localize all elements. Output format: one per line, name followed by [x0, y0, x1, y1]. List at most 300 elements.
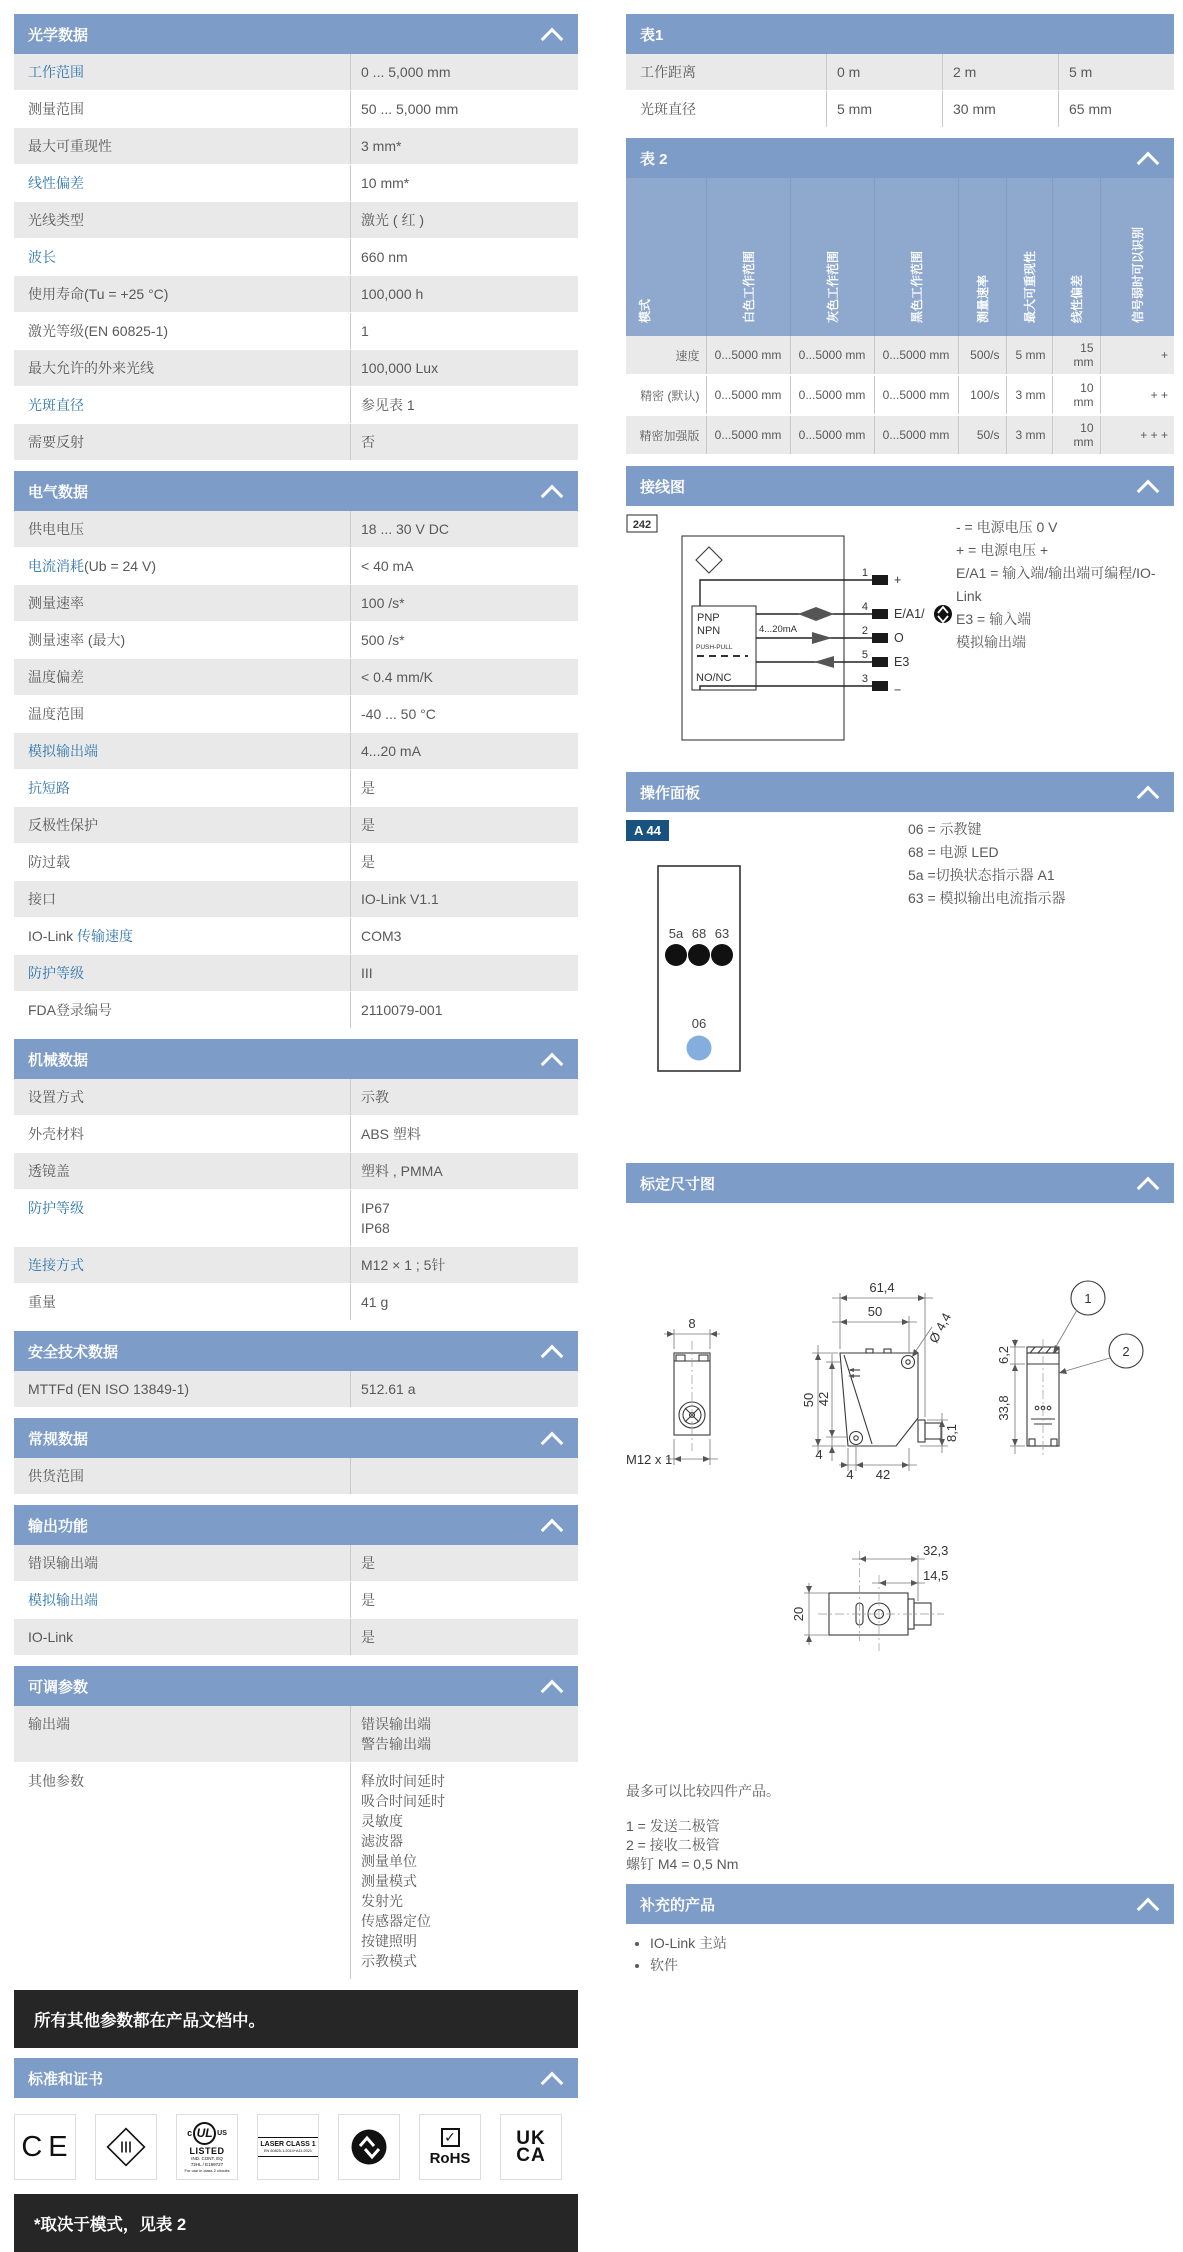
- label-text: 使用寿命: [28, 286, 84, 302]
- row-label: [14, 548, 351, 584]
- data-row: [14, 770, 578, 807]
- value-line: 是: [361, 1555, 375, 1571]
- dimension-notes: [626, 1782, 1174, 1874]
- value-line: ABS 塑料: [361, 1126, 421, 1142]
- data-row: [14, 585, 578, 622]
- section-electrical: [14, 471, 578, 1029]
- table2-cell: 100/s: [958, 375, 1006, 415]
- row-value: [351, 1153, 578, 1189]
- dim-label: 42: [816, 1391, 831, 1407]
- data-row: [14, 387, 578, 424]
- table2-cell: 0...5000 mm: [874, 375, 958, 415]
- table2-row: [626, 375, 1174, 415]
- row-label: [14, 350, 351, 386]
- table1-row: [626, 54, 1174, 91]
- row-value: [351, 202, 578, 238]
- label-text: 最大允许的外来光线: [28, 360, 154, 376]
- row-label: [14, 1190, 351, 1246]
- label-text: 测量范围: [28, 101, 84, 117]
- row-value: [351, 313, 578, 349]
- label-text: 激光等级: [28, 323, 84, 339]
- spec-link[interactable]: 光斑直径: [28, 397, 84, 413]
- row-label: [14, 424, 351, 460]
- table2-cell: +: [1100, 336, 1174, 375]
- section-title: 电气数据: [28, 483, 89, 501]
- value-line: 测量模式: [361, 1873, 417, 1889]
- wiring-legend-line: + = 电源电压 +: [956, 542, 1049, 558]
- row-value: [351, 1545, 578, 1581]
- dim-label: 4: [846, 1467, 854, 1482]
- row-label: [14, 992, 351, 1028]
- ukca-line2: CA: [516, 2145, 546, 2166]
- spec-link[interactable]: 防护等级: [28, 965, 84, 981]
- spec-link[interactable]: 线性偏差: [28, 175, 84, 191]
- row-label: [14, 770, 351, 806]
- dim-label: 14,5: [923, 1568, 949, 1583]
- row-label: [14, 91, 351, 127]
- col-header-label: 最大可重现性: [1022, 250, 1037, 323]
- value-line: 10 mm*: [361, 175, 410, 191]
- table2-cell: 速度: [626, 336, 706, 375]
- data-row: [14, 1079, 578, 1116]
- section-title: 标定尺寸图: [640, 1175, 716, 1193]
- label-text: FDA登录编号: [28, 1002, 112, 1018]
- collapse-chevron-icon[interactable]: [1137, 152, 1160, 175]
- value-line: 500 /s*: [361, 632, 405, 648]
- spec-link[interactable]: 波长: [28, 249, 56, 265]
- laser-label: [257, 2137, 319, 2157]
- dimensions-header[interactable]: [626, 1163, 1174, 1203]
- value-line: 50 ... 5,000 mm: [361, 101, 459, 117]
- label-text: (EN 60825-1): [84, 323, 169, 339]
- label-text: 测量速率 (最大): [28, 632, 126, 648]
- section-table1: [626, 14, 1174, 128]
- value-line: 3 mm*: [361, 138, 402, 154]
- npn-label: NPN: [697, 625, 721, 637]
- panel-legend-line: 68 = 电源 LED: [908, 844, 999, 860]
- dim-label: 8,1: [944, 1423, 959, 1443]
- collapse-chevron-icon[interactable]: [1137, 480, 1160, 503]
- collapse-chevron-icon[interactable]: [541, 1519, 564, 1542]
- value-line: 是: [361, 780, 375, 796]
- col-header-label: 线性偏差: [1069, 274, 1084, 323]
- value-line: 是: [361, 854, 375, 870]
- wiring-legend-line: E/A1 = 输入端/输出端可编程/IO-Link: [956, 565, 1156, 604]
- value-line: IP68: [361, 1220, 390, 1236]
- spec-link[interactable]: 模拟输出端: [28, 1592, 98, 1608]
- row-label: [14, 1153, 351, 1189]
- teach-button-label: 06: [691, 1016, 707, 1031]
- data-row: [14, 1619, 578, 1656]
- value-line: < 0.4 mm/K: [361, 669, 433, 685]
- data-row: [14, 1582, 578, 1619]
- row-label: [14, 733, 351, 769]
- ce-mark-icon: [14, 2114, 76, 2180]
- section-general: [14, 1418, 578, 1495]
- label-text: (Tu = +25 °C): [84, 286, 169, 302]
- value-line: 警告输出端: [361, 1736, 431, 1752]
- col-header-label: 黑色工作范围: [909, 250, 924, 323]
- section-title: 标准和证书: [28, 2070, 104, 2088]
- value-line: 1: [361, 323, 369, 339]
- rohs-icon: [419, 2114, 481, 2180]
- data-row: [14, 844, 578, 881]
- data-row: [14, 992, 578, 1029]
- io-link-mini-icon: [934, 605, 952, 623]
- pin-number: 4: [861, 601, 868, 613]
- data-row: [14, 511, 578, 548]
- value-line: 激光 ( 红 ): [361, 212, 424, 228]
- panel-legend-line: 63 = 模拟输出电流指示器: [908, 890, 1066, 906]
- dim-label: 32,3: [923, 1543, 949, 1558]
- row-label: [14, 511, 351, 547]
- label-text: 光线类型: [28, 212, 84, 228]
- section-title: 安全技术数据: [28, 1343, 119, 1361]
- rohs-text: RoHS: [429, 2149, 471, 2167]
- section-title: 表 2: [640, 150, 668, 168]
- label-text: IO-Link: [28, 1629, 74, 1645]
- table2-cell: 10 mm: [1052, 375, 1100, 415]
- value-line: 4...20 mA: [361, 743, 421, 759]
- section-table2: [626, 138, 1174, 456]
- wiring-diagram: [626, 510, 956, 762]
- data-row: [14, 239, 578, 276]
- table1-cell: 65 mm: [1058, 91, 1174, 127]
- data-row: [14, 733, 578, 770]
- col-header-label: 模式: [638, 298, 652, 323]
- row-label: [14, 1545, 351, 1581]
- data-row: [14, 1545, 578, 1582]
- dim-label: 50: [801, 1392, 816, 1408]
- table2-col-header: [1006, 178, 1052, 336]
- col-header-label: 信号弱时可以识别: [1130, 226, 1145, 323]
- value-line: 参见表 1: [361, 397, 415, 413]
- ul-fine-print: IND. CONT. EQ: [191, 2155, 223, 2161]
- row-value: [351, 1284, 578, 1320]
- row-value: [351, 844, 578, 880]
- section-title: 接线图: [640, 478, 686, 496]
- ul-fine-print: 72HL / E199727: [190, 2161, 224, 2167]
- value-line: 512.61 a: [361, 1381, 416, 1397]
- row-value: [351, 424, 578, 460]
- value-line: 塑料 , PMMA: [361, 1163, 443, 1179]
- row-label: [14, 202, 351, 238]
- row-value: [351, 622, 578, 658]
- spec-link[interactable]: 防护等级: [28, 1200, 84, 1216]
- cul-us-listed-icon: [176, 2114, 238, 2180]
- section-title: 光学数据: [28, 26, 89, 44]
- table2-header[interactable]: [626, 138, 1174, 178]
- table2-cell: + + +: [1100, 415, 1174, 455]
- value-line: 是: [361, 1592, 375, 1608]
- row-value: [351, 1079, 578, 1115]
- section-header-general[interactable]: [14, 1418, 578, 1458]
- analog-led-icon: [711, 944, 733, 966]
- row-value: [351, 1247, 578, 1283]
- pin-number: 3: [861, 673, 868, 685]
- row-value: [351, 955, 578, 991]
- row-value: [351, 1763, 578, 1979]
- table1-cell: 工作距离: [640, 64, 696, 80]
- wiring-ref-badge: 242: [632, 519, 652, 531]
- table2-row: [626, 336, 1174, 375]
- table2-row: [626, 415, 1174, 455]
- table2-cell: 500/s: [958, 336, 1006, 375]
- row-label: [14, 387, 351, 423]
- data-row: [14, 1763, 578, 1980]
- collapse-chevron-icon[interactable]: [541, 485, 564, 508]
- power-led-icon: [688, 944, 710, 966]
- section-title: 表1: [640, 26, 664, 44]
- collapse-chevron-icon[interactable]: [1137, 786, 1160, 809]
- note-mode-footnote: *取决于模式，见表 2: [14, 2194, 578, 2252]
- certificates-header[interactable]: [14, 2058, 578, 2098]
- collapse-chevron-icon[interactable]: [541, 28, 564, 51]
- value-line: < 40 mA: [361, 558, 414, 574]
- value-line: 660 nm: [361, 249, 408, 265]
- ukca-text: [516, 2130, 545, 2164]
- value-line: M12 × 1 ; 5针: [361, 1257, 446, 1273]
- table2-cell: 5 mm: [1006, 336, 1052, 375]
- collapse-chevron-icon[interactable]: [541, 1680, 564, 1703]
- section-header-mechanical[interactable]: [14, 1039, 578, 1079]
- label-text: IO-Link: [28, 928, 78, 944]
- row-label: [14, 585, 351, 621]
- spec-link[interactable]: 传输速度: [77, 928, 134, 944]
- table2-cell: 0...5000 mm: [790, 336, 874, 375]
- row-label: [14, 1582, 351, 1618]
- collapse-chevron-icon[interactable]: [541, 1053, 564, 1076]
- label-text: 温度偏差: [28, 669, 84, 685]
- data-row: [14, 1284, 578, 1321]
- note-all-params: 所有其他参数都在产品文档中。: [14, 1990, 578, 2048]
- right-column: [626, 14, 1174, 1985]
- io-link-logo-icon: [338, 2114, 400, 2180]
- value-line: 18 ... 30 V DC: [361, 521, 449, 537]
- label-text: 设置方式: [28, 1089, 84, 1105]
- table2-cell: 10 mm: [1052, 415, 1100, 455]
- data-row: [14, 1247, 578, 1284]
- spec-link[interactable]: 抗短路: [28, 780, 70, 796]
- label-text: 其他参数: [28, 1773, 84, 1789]
- ul-circle: UL: [193, 2122, 216, 2145]
- collapse-chevron-icon[interactable]: [541, 2072, 564, 2095]
- row-label: [14, 1619, 351, 1655]
- table2-col-header: [874, 178, 958, 336]
- data-row: [14, 1116, 578, 1153]
- led-label: 5a: [668, 926, 684, 941]
- table1: [626, 54, 1174, 128]
- pnp-label: PNP: [697, 612, 720, 624]
- left-column: [14, 14, 578, 2252]
- section-certificates: [14, 2058, 578, 2180]
- no-nc-label: NO/NC: [696, 672, 732, 684]
- spec-link[interactable]: 模拟输出端: [28, 743, 98, 759]
- spec-link[interactable]: 连接方式: [28, 1257, 84, 1273]
- row-value: [351, 387, 578, 423]
- spec-link[interactable]: 电流消耗: [28, 558, 84, 574]
- panel-ref-badge: A 44: [626, 820, 669, 841]
- section-optical: [14, 14, 578, 461]
- value-line: COM3: [361, 928, 402, 944]
- value-line: 释放时间延时: [361, 1773, 445, 1789]
- row-value: [351, 511, 578, 547]
- value-line: 传感器定位: [361, 1913, 431, 1929]
- value-line: IO-Link V1.1: [361, 891, 439, 907]
- section-title: 补充的产品: [640, 1896, 716, 1914]
- callout-transmit-diode: 1: [1084, 1291, 1092, 1306]
- table2-cell: + +: [1100, 375, 1174, 415]
- row-label: [14, 239, 351, 275]
- value-line: 示教: [361, 1089, 389, 1105]
- row-label: [14, 165, 351, 201]
- value-line: 100,000 h: [361, 286, 424, 302]
- value-line: 0 ... 5,000 mm: [361, 64, 451, 80]
- section-dimensions: [626, 1163, 1174, 1874]
- data-row: [14, 1153, 578, 1190]
- label-text: MTTFd (EN ISO 13849-1): [28, 1381, 190, 1397]
- dim-label: Ø 4,4: [925, 1310, 955, 1346]
- rear-view: [996, 1281, 1143, 1455]
- wiring-diagram-body: [626, 506, 1174, 762]
- table2-header-row: [626, 178, 1174, 336]
- row-label: [14, 1371, 351, 1407]
- push-pull-label: PUSH-PULL: [696, 644, 733, 651]
- row-label: [14, 54, 351, 90]
- col-header-label: 白色工作范围: [741, 250, 756, 323]
- supplementary-header[interactable]: [626, 1884, 1174, 1924]
- table2-col-header: [1100, 178, 1174, 336]
- spec-link[interactable]: 工作范围: [28, 64, 84, 80]
- row-label: [14, 1763, 351, 1979]
- panel-legend: [908, 818, 1066, 910]
- ukca-icon: [500, 2114, 562, 2180]
- collapse-chevron-icon[interactable]: [541, 1432, 564, 1455]
- laser-class-1-icon: [257, 2114, 319, 2180]
- section-title: 输出功能: [28, 1517, 89, 1535]
- row-label: [14, 276, 351, 312]
- table1-cell: 5 mm: [826, 91, 942, 127]
- pin-label: E3: [894, 655, 910, 669]
- col-header-label: 测量速率: [975, 274, 990, 323]
- collapse-chevron-icon[interactable]: [541, 1345, 564, 1368]
- data-row: [14, 1458, 578, 1495]
- value-line: 100,000 Lux: [361, 360, 439, 376]
- col-header-label: 灰色工作范围: [825, 250, 840, 323]
- section-header-output[interactable]: [14, 1505, 578, 1545]
- section-operating-panel: [626, 772, 1174, 1117]
- ukca-line1: UK: [516, 2128, 546, 2149]
- collapse-chevron-icon[interactable]: [1137, 1898, 1160, 1921]
- section-header-adjustable[interactable]: [14, 1666, 578, 1706]
- value-line: 是: [361, 1629, 375, 1645]
- panel-body: [626, 812, 1174, 1117]
- label-text: 防过载: [28, 854, 70, 870]
- row-label: [14, 1458, 351, 1494]
- value-line: 41 g: [361, 1294, 389, 1310]
- collapse-chevron-icon[interactable]: [1137, 1177, 1160, 1200]
- table2-cell: 精密 (默认): [626, 375, 706, 415]
- wiring-legend-line: E3 = 输入端: [956, 611, 1032, 627]
- row-label: [14, 659, 351, 695]
- dimensional-drawing: [626, 1203, 1183, 1673]
- row-value: [351, 128, 578, 164]
- table2-cell: 0...5000 mm: [706, 336, 790, 375]
- table2-col-header: [706, 178, 790, 336]
- data-row: [14, 955, 578, 992]
- spec-sections: [14, 14, 578, 1980]
- panel-header[interactable]: [626, 772, 1174, 812]
- value-line: 灵敏度: [361, 1813, 403, 1829]
- data-row: [14, 1706, 578, 1763]
- row-value: [351, 1458, 578, 1494]
- value-line: 发射光: [361, 1893, 403, 1909]
- dims-note-line: 1 = 发送二极管: [626, 1818, 720, 1834]
- row-value: [351, 770, 578, 806]
- data-row: [14, 696, 578, 733]
- table1-header: [626, 14, 1174, 54]
- row-label: [14, 313, 351, 349]
- row-label: [14, 1079, 351, 1115]
- row-label: [14, 1706, 351, 1762]
- row-value: [351, 1619, 578, 1655]
- dim-label: 6,2: [996, 1345, 1011, 1365]
- table1-cell: 2 m: [942, 54, 1058, 90]
- section-output: [14, 1505, 578, 1656]
- dim-label: 4: [815, 1447, 823, 1462]
- row-value: [351, 350, 578, 386]
- wiring-legend-line: - = 电源电压 0 V: [956, 519, 1058, 535]
- dim-label: 33,8: [996, 1395, 1011, 1421]
- dims-note-line: 2 = 接收二极管: [626, 1837, 720, 1853]
- wiring-header[interactable]: [626, 466, 1174, 506]
- table1-cell: 光斑直径: [640, 101, 696, 117]
- table2-col-header: [1052, 178, 1100, 336]
- dims-note-line: 螺钉 M4 = 0,5 Nm: [626, 1856, 739, 1872]
- section-header-electrical[interactable]: [14, 471, 578, 511]
- row-value: [351, 91, 578, 127]
- table2: [626, 178, 1174, 456]
- pin-label: O: [894, 631, 904, 645]
- section-safety: [14, 1331, 578, 1408]
- pin-number: 1: [861, 567, 868, 579]
- table2-grid: [626, 178, 1174, 456]
- value-line: 示教模式: [361, 1953, 417, 1969]
- row-value: [351, 1116, 578, 1152]
- supplementary-list: [650, 1934, 1174, 1975]
- panel-legend-line: 06 = 示教键: [908, 821, 982, 837]
- section-header-safety[interactable]: [14, 1331, 578, 1371]
- data-row: [14, 165, 578, 202]
- value-line: IP67: [361, 1200, 390, 1216]
- table2-cell: 0...5000 mm: [874, 415, 958, 455]
- current-range-label: 4...20mA: [759, 624, 798, 635]
- row-value: [351, 165, 578, 201]
- certification-logos-row: [14, 2114, 578, 2180]
- row-label: [14, 622, 351, 658]
- data-row: [14, 918, 578, 955]
- row-value: [351, 881, 578, 917]
- label-text: 重量: [28, 1294, 56, 1310]
- ul-fine-print: For use in class 2 circuits: [184, 2167, 230, 2173]
- table2-col-header: [626, 178, 706, 336]
- section-adjustable: [14, 1666, 578, 1980]
- section-header-optical[interactable]: [14, 14, 578, 54]
- label-text: (Ub = 24 V): [84, 558, 156, 574]
- table2-cell: 精密加强版: [626, 415, 706, 455]
- data-row: [14, 807, 578, 844]
- table2-cell: 0...5000 mm: [790, 415, 874, 455]
